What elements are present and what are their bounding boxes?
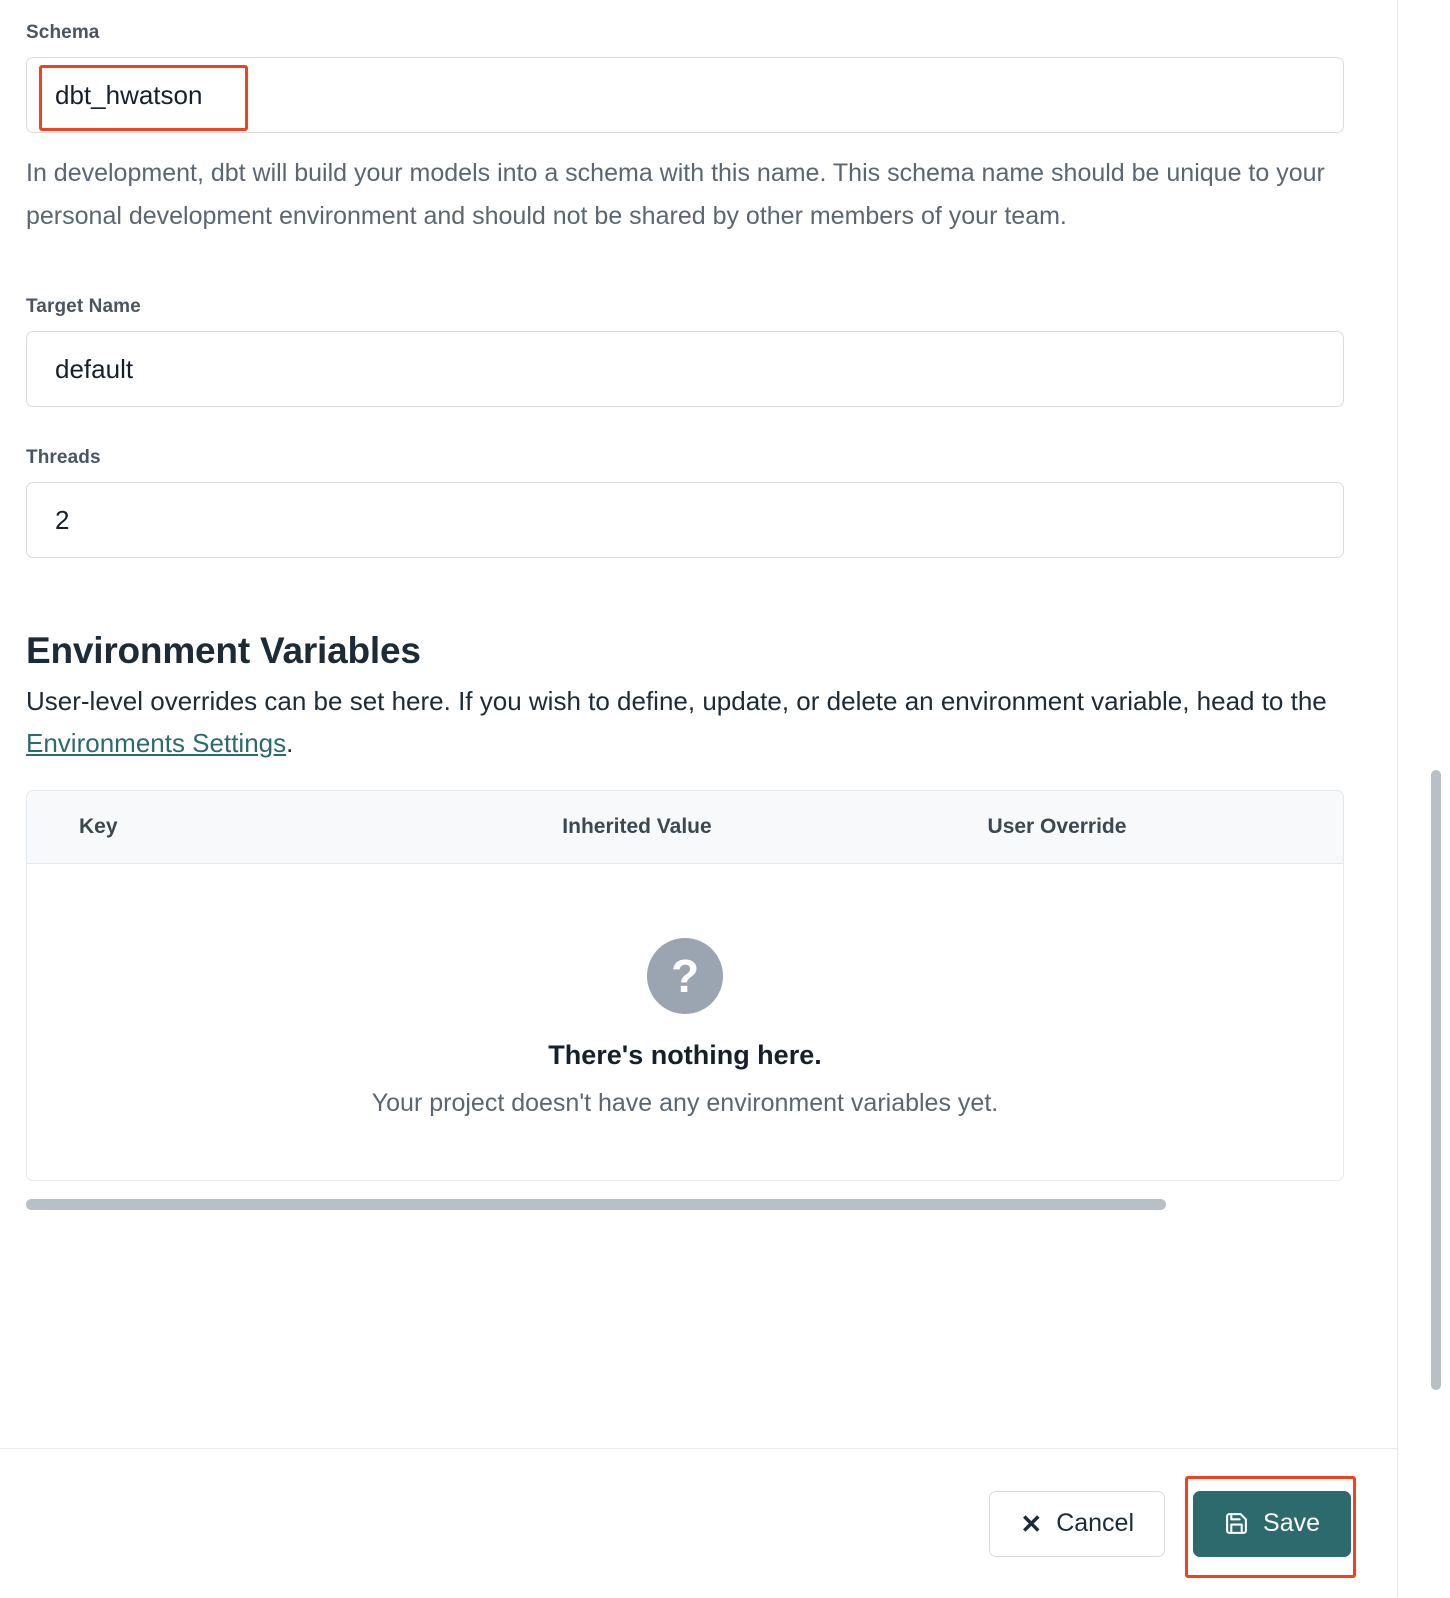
table-horizontal-scrollbar-thumb[interactable] — [26, 1199, 1166, 1210]
empty-state-subtitle: Your project doesn't have any environment variables yet. — [371, 1089, 999, 1118]
env-desc-part2: . — [286, 728, 294, 759]
page-vertical-scrollbar-thumb[interactable] — [1431, 770, 1441, 1390]
schema-field-wrapper — [26, 57, 1344, 133]
floppy-disk-save-icon — [1224, 1511, 1249, 1536]
schema-helper-text: In development, dbt will build your models into a schema with this name. This schema name should be unique to your personal development environment and should not be shared by other members of your team. — [26, 159, 1325, 230]
save-button-label: Save — [1263, 1509, 1320, 1537]
target-name-input[interactable] — [26, 331, 1344, 407]
cancel-button-label: Cancel — [1056, 1509, 1135, 1537]
environments-settings-link[interactable]: Environments Settings — [26, 728, 287, 759]
close-x-icon: ✕ — [1020, 1508, 1043, 1539]
schema-input-value: dbt_hwatson — [55, 79, 203, 110]
column-header-inherited-value: Inherited Value — [562, 815, 712, 839]
env-desc-part1: User-level overrides can be set here. If you wish to define, update, or delete an environment variable, head to the — [26, 686, 1327, 716]
empty-state — [27, 864, 1343, 1180]
cancel-button[interactable] — [989, 1491, 1165, 1557]
threads-input[interactable] — [26, 482, 1344, 558]
right-gutter — [1397, 0, 1450, 1598]
threads-label: Threads — [26, 447, 101, 468]
table-horizontal-scrollbar[interactable] — [26, 1193, 1344, 1215]
threads-value: 2 — [55, 504, 70, 535]
save-button-wrapper — [1165, 1491, 1351, 1557]
question-mark-icon: ? — [647, 938, 723, 1014]
schema-input[interactable] — [26, 57, 1344, 133]
environment-variables-title: Environment Variables — [26, 630, 421, 671]
column-header-user-override: User Override — [987, 815, 1127, 839]
save-button[interactable] — [1193, 1491, 1351, 1557]
table-header-row — [27, 791, 1343, 864]
column-header-key: Key — [79, 815, 118, 839]
target-name-value: default — [55, 353, 134, 384]
environment-variables-description — [26, 680, 1342, 764]
target-name-label: Target Name — [26, 296, 141, 317]
empty-state-title: There's nothing here. — [548, 1040, 822, 1071]
environment-variables-table — [26, 790, 1344, 1181]
schema-label: Schema — [26, 22, 100, 43]
footer-actions — [0, 1448, 1397, 1598]
